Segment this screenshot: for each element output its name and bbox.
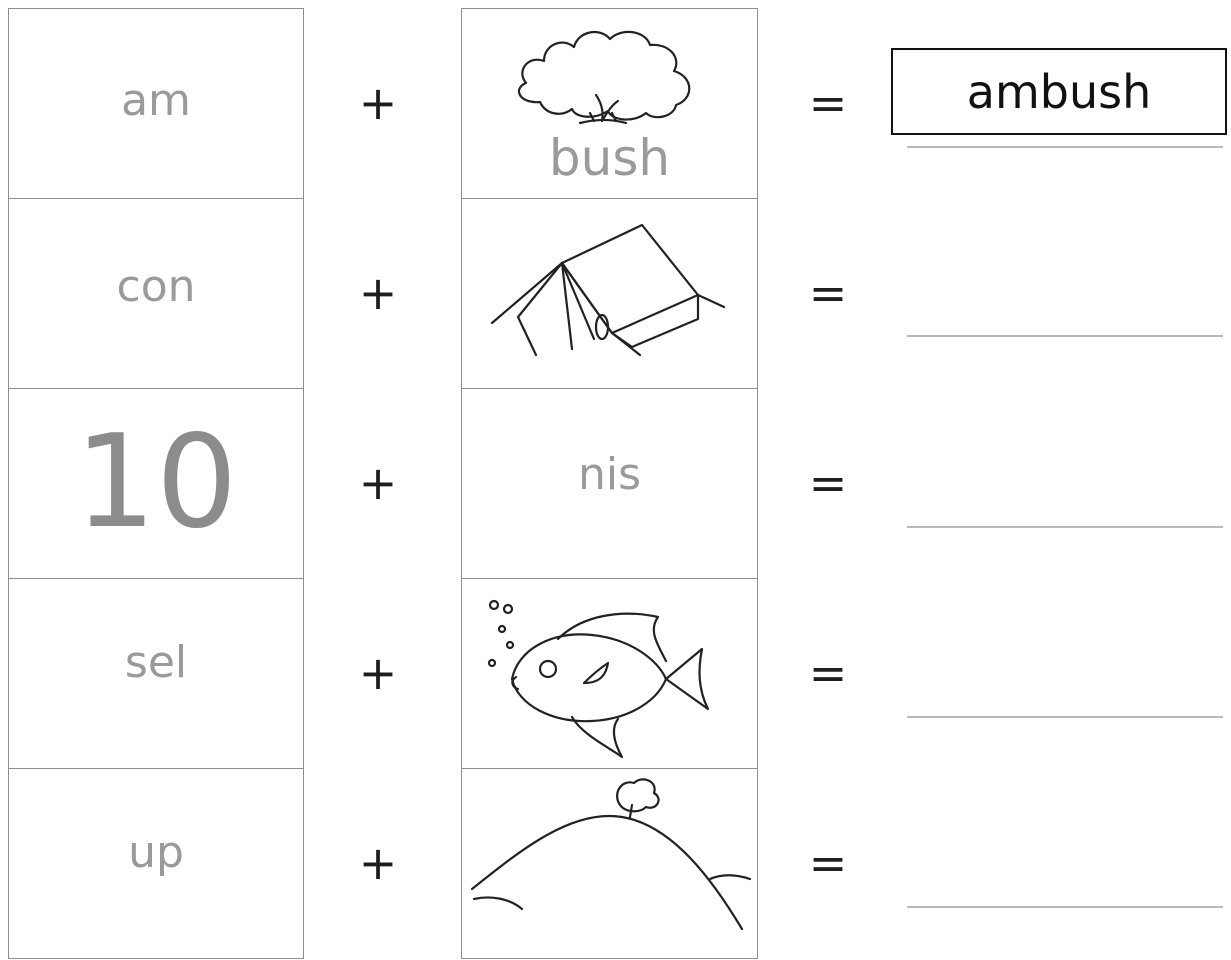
- syllable-text: up: [128, 827, 184, 878]
- answer-line-4[interactable]: [907, 716, 1223, 718]
- answer-line-2[interactable]: [907, 335, 1223, 337]
- answer-line-1[interactable]: [907, 146, 1223, 148]
- answer-line-3[interactable]: [907, 526, 1223, 528]
- tent-icon: [462, 199, 759, 390]
- plus-sign: +: [358, 76, 398, 130]
- answer-line-5[interactable]: [907, 906, 1223, 908]
- picture-cell-3: [461, 388, 758, 579]
- equals-sign: =: [808, 836, 848, 890]
- syllable-cell-3: [8, 388, 304, 579]
- equals-sign: =: [808, 646, 848, 700]
- syllable-cell-2: [8, 198, 304, 389]
- equals-sign: =: [808, 76, 848, 130]
- fish-icon: [462, 579, 759, 770]
- equals-sign: =: [808, 456, 848, 510]
- picture-cell-4: [461, 578, 758, 769]
- picture-word-bush: bush: [548, 129, 671, 187]
- plus-sign: +: [358, 646, 398, 700]
- syllable-text: 10: [74, 408, 238, 557]
- plus-sign: +: [358, 456, 398, 510]
- picture-cell-1: [461, 8, 758, 199]
- picture-cell-2: [461, 198, 758, 389]
- syllable-cell-4: [8, 578, 304, 769]
- syllable-cell-5: [8, 768, 304, 959]
- syllable-text: am: [121, 75, 191, 126]
- hill-icon: [462, 769, 759, 960]
- syllable-text: nis: [577, 449, 642, 500]
- plus-sign: +: [358, 836, 398, 890]
- syllable-text: con: [116, 261, 196, 312]
- syllable-cell-1: [8, 8, 304, 199]
- picture-cell-5: [461, 768, 758, 959]
- equals-sign: =: [808, 266, 848, 320]
- syllable-text: sel: [124, 637, 188, 688]
- plus-sign: +: [358, 266, 398, 320]
- answer-box[interactable]: ambush: [891, 48, 1227, 135]
